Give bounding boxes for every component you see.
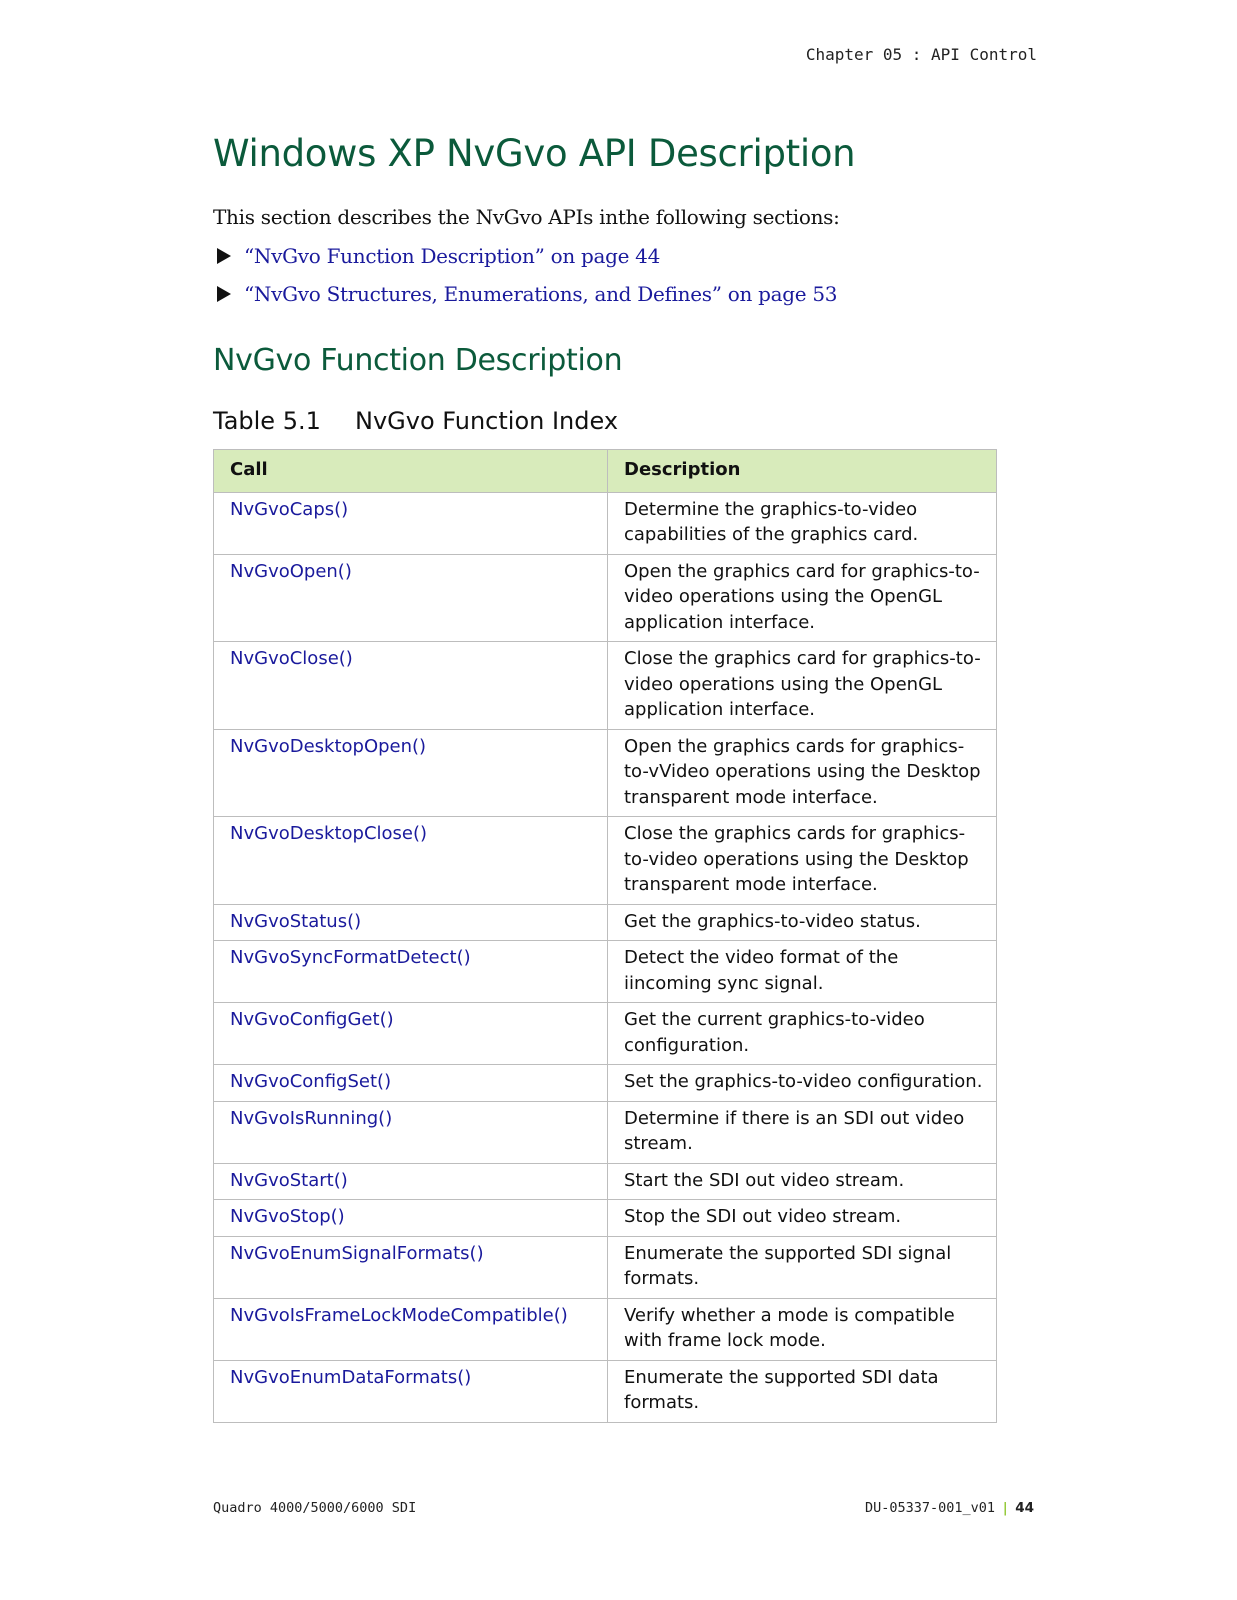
section-title: NvGvo Function Description xyxy=(213,343,623,378)
function-link[interactable]: NvGvoStart() xyxy=(230,1169,348,1191)
table-row xyxy=(214,1298,997,1360)
cell-description: Enumerate the supported SDI data formats. xyxy=(608,1360,997,1422)
function-index-table xyxy=(213,449,997,1423)
function-link[interactable]: NvGvoConfigGet() xyxy=(230,1009,394,1030)
list-item-function-description xyxy=(213,244,660,268)
function-link[interactable]: NvGvoStatus() xyxy=(230,910,362,932)
cell-call xyxy=(214,729,608,817)
column-header-call: Call xyxy=(214,450,608,493)
cell-description: Determine if there is an SDI out video stream. xyxy=(608,1101,997,1163)
table-row xyxy=(214,904,997,941)
function-link[interactable]: NvGvoEnumDataFormats() xyxy=(230,1366,472,1388)
column-header-description: Description xyxy=(608,450,997,493)
cell-description: Detect the video format of the iincoming sync signal. xyxy=(608,941,997,1003)
table-row xyxy=(214,1360,997,1422)
list-item-structures xyxy=(213,282,837,306)
function-link[interactable]: NvGvoCaps() xyxy=(230,498,349,520)
function-link[interactable]: NvGvoIsFrameLockModeCompatible() xyxy=(230,1304,568,1326)
cell-call xyxy=(214,492,608,554)
cell-call xyxy=(214,1360,608,1422)
table-row xyxy=(214,554,997,642)
table-caption-number: Table 5.1 xyxy=(213,407,321,435)
cell-call xyxy=(214,1200,608,1237)
link-function-description[interactable]: “NvGvo Function Description” on page 44 xyxy=(244,244,661,268)
footer-product: Quadro 4000/5000/6000 SDI xyxy=(213,1500,417,1516)
function-link[interactable]: NvGvoClose() xyxy=(230,648,353,669)
cell-call xyxy=(214,941,608,1003)
cell-description: Get the current graphics-to-video configuration. xyxy=(608,1003,997,1065)
table-row xyxy=(214,642,997,730)
triangle-bullet-icon xyxy=(217,248,231,264)
running-header: Chapter 05 : API Control xyxy=(805,45,1037,64)
table-caption xyxy=(213,407,618,435)
footer-right xyxy=(865,1500,1034,1516)
cell-description: Verify whether a mode is compatible with frame lock mode. xyxy=(608,1298,997,1360)
function-link[interactable]: NvGvoOpen() xyxy=(230,560,352,582)
cell-description: Determine the graphics-to-video capabilities of the graphics card. xyxy=(608,492,997,554)
cell-call xyxy=(214,1003,608,1065)
table-row xyxy=(214,1236,997,1298)
cell-description: Start the SDI out video stream. xyxy=(608,1163,997,1200)
cell-call xyxy=(214,1298,608,1360)
footer-doc-id: DU-05337-001_v01 xyxy=(865,1500,996,1516)
cell-description: Enumerate the supported SDI signal formats. xyxy=(608,1236,997,1298)
cell-description: Set the graphics-to-video configuration. xyxy=(608,1065,997,1102)
function-link[interactable]: NvGvoSyncFormatDetect() xyxy=(230,947,471,968)
footer-separator: | xyxy=(1001,1500,1010,1516)
intro-paragraph: This section describes the NvGvo APIs inthe following sections: xyxy=(213,205,840,229)
function-link[interactable]: NvGvoEnumSignalFormats() xyxy=(230,1242,484,1264)
cell-call xyxy=(214,1065,608,1102)
page-title: Windows XP NvGvo API Description xyxy=(213,132,856,175)
table-row xyxy=(214,817,997,905)
cell-description: Get the graphics-to-video status. xyxy=(608,904,997,941)
cell-description: Stop the SDI out video stream. xyxy=(608,1200,997,1237)
table-row xyxy=(214,941,997,1003)
table-row xyxy=(214,492,997,554)
cell-call xyxy=(214,642,608,730)
function-link[interactable]: NvGvoConfigSet() xyxy=(230,1071,392,1092)
page-number: 44 xyxy=(1015,1500,1034,1516)
cell-call xyxy=(214,1101,608,1163)
table-row xyxy=(214,729,997,817)
function-link[interactable]: NvGvoDesktopOpen() xyxy=(230,735,427,757)
cell-call xyxy=(214,904,608,941)
table-row xyxy=(214,1163,997,1200)
cell-call xyxy=(214,817,608,905)
cell-description: Open the graphics card for graphics-to-video operations using the OpenGL application interface. xyxy=(608,554,997,642)
cell-description: Close the graphics card for graphics-to-video operations using the OpenGL application interface. xyxy=(608,642,997,730)
function-link[interactable]: NvGvoDesktopClose() xyxy=(230,823,428,844)
function-link[interactable]: NvGvoIsRunning() xyxy=(230,1107,393,1129)
cell-call xyxy=(214,1236,608,1298)
cell-description: Close the graphics cards for graphics-to-video operations using the Desktop transparent mode interface. xyxy=(608,817,997,905)
table-caption-title: NvGvo Function Index xyxy=(355,407,619,435)
table-row xyxy=(214,1200,997,1237)
table-header-row xyxy=(214,450,997,493)
triangle-bullet-icon xyxy=(217,286,231,302)
function-link[interactable]: NvGvoStop() xyxy=(230,1206,345,1227)
cell-description: Open the graphics cards for graphics-to-vVideo operations using the Desktop transparent mode interface. xyxy=(608,729,997,817)
cell-call xyxy=(214,554,608,642)
table-row xyxy=(214,1065,997,1102)
link-structures[interactable]: “NvGvo Structures, Enumerations, and Defines” on page 53 xyxy=(244,282,838,306)
table-row xyxy=(214,1003,997,1065)
table-row xyxy=(214,1101,997,1163)
cell-call xyxy=(214,1163,608,1200)
